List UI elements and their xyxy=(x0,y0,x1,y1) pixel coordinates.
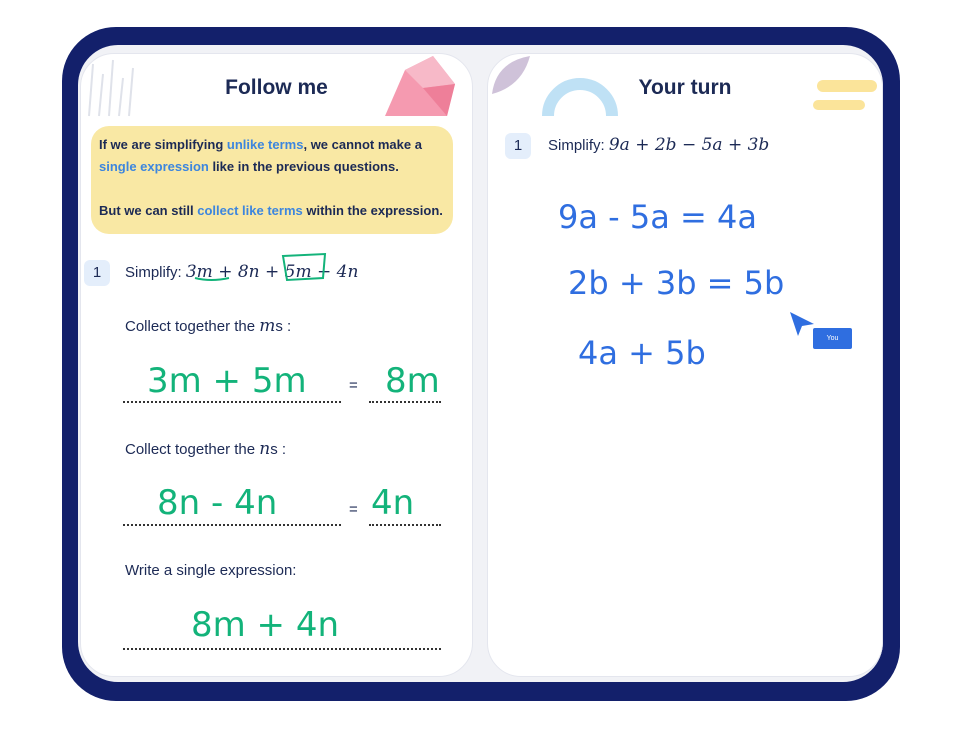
step-1-work xyxy=(121,344,451,404)
note-highlight: collect like terms xyxy=(197,203,303,218)
variable: m xyxy=(259,316,276,336)
question-label: Simplify: xyxy=(548,137,605,154)
question-number: 1 xyxy=(84,260,110,286)
answer-line xyxy=(369,401,441,403)
handwritten-result: 4n xyxy=(371,483,415,523)
note-text: But we can still xyxy=(99,203,198,218)
note-text: If we are simplifying xyxy=(99,137,227,152)
question-label: Simplify: xyxy=(125,264,182,281)
question-expression: 9a + 2b − 5a + 3b xyxy=(608,135,770,155)
handwritten-work: 8n - 4n xyxy=(157,483,278,523)
handwritten-work: 8m + 4n xyxy=(191,605,340,645)
step-label-text: s : xyxy=(275,318,292,335)
step-label-text: s : xyxy=(270,441,287,458)
info-note xyxy=(91,126,453,234)
panel-title: Your turn xyxy=(638,76,732,99)
note-highlight: single expression xyxy=(99,159,209,174)
step-2-label xyxy=(125,439,286,459)
note-highlight: unlike terms xyxy=(226,137,304,152)
note-text: , we cannot make a xyxy=(303,137,422,152)
question-number: 1 xyxy=(505,133,531,159)
variable: n xyxy=(259,439,271,459)
equals-sign: = xyxy=(349,501,358,518)
handwritten-line: 4a + 5b xyxy=(578,334,706,372)
handwritten-work: 3m + 5m xyxy=(147,361,307,401)
handwritten-line: 2b + 3b = 5b xyxy=(568,264,785,302)
cursor-name-tag: You xyxy=(813,328,852,349)
step-label-text: Collect together the xyxy=(125,318,260,335)
step-3-work xyxy=(121,590,451,650)
handwritten-result: 8m xyxy=(385,361,440,401)
equals-sign: = xyxy=(349,377,358,394)
handwritten-line: 9a - 5a = 4a xyxy=(558,198,757,236)
step-label-text: Collect together the xyxy=(125,441,260,458)
answer-line xyxy=(123,524,341,526)
your-turn-panel xyxy=(487,53,883,677)
question-text xyxy=(548,135,769,155)
follow-me-panel xyxy=(80,53,473,677)
note-text: within the expression. xyxy=(302,203,443,218)
step-3-label: Write a single expression: xyxy=(125,562,297,579)
answer-line xyxy=(123,648,441,650)
note-text: like in the previous questions. xyxy=(208,159,399,174)
step-2-work xyxy=(121,468,451,528)
handwriting-area[interactable] xyxy=(548,184,848,384)
answer-line xyxy=(369,524,441,526)
screen xyxy=(78,45,883,682)
step-1-label xyxy=(125,316,291,336)
panel-title: Follow me xyxy=(225,76,328,99)
answer-line xyxy=(123,401,341,403)
annotation-marks xyxy=(191,248,351,292)
question-expression: 3m + 8n + 5m − 4n xyxy=(185,262,359,282)
